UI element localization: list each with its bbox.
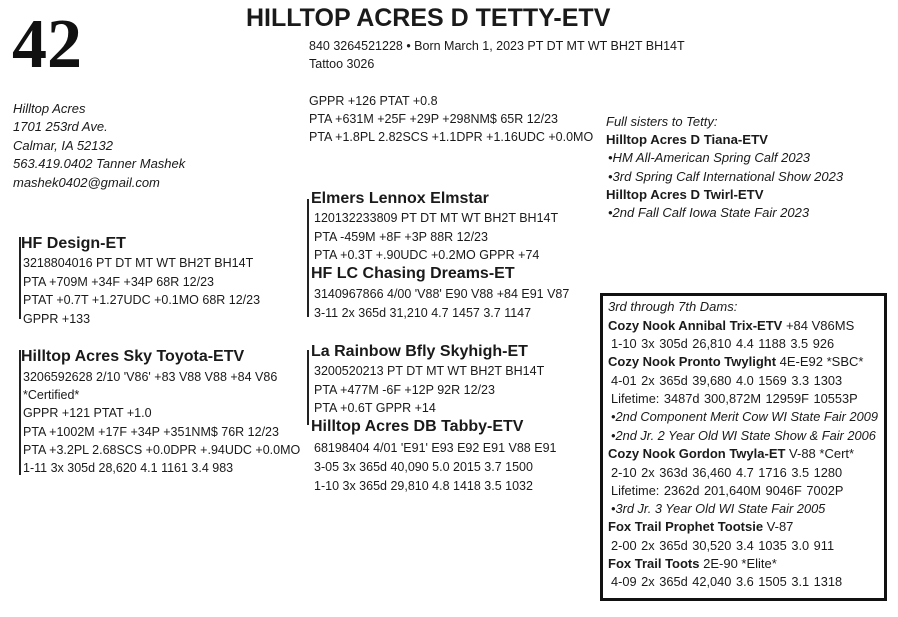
dam-dam-line: 3-05 3x 365d 40,090 5.0 2015 3.7 1500 — [314, 460, 533, 474]
genomics-line-2: PTA +631M +25F +29P +298NM$ 65R 12/23 — [309, 112, 559, 126]
dam-entry-record: 2-10 2x 363d 36,460 4.7 1716 3.5 1280 — [611, 465, 843, 480]
dam-line: PTA +3.2PL 2.68SCS +0.0DPR +.94UDC +0.0MO — [23, 443, 301, 457]
animal-tattoo: Tattoo 3026 — [309, 57, 375, 71]
dam-line: PTA +1002M +17F +34P +351NM$ 76R 12/23 — [23, 425, 279, 439]
dam-entry-name: Fox Trail Toots — [608, 556, 700, 571]
dam-entry — [608, 317, 854, 336]
dam-entry-record: 4-09 2x 365d 42,040 3.6 1505 3.1 1318 — [611, 574, 843, 589]
sire-dam-line: 3140967866 4/00 'V88' E90 V88 +84 E91 V87 — [314, 287, 570, 301]
dam-sire-line: PTA +477M -6F +12P 92R 12/23 — [314, 383, 495, 397]
sire-sire-line: 120132233809 PT DT MT WT BH2T BH14T — [314, 211, 559, 225]
sisters-heading: Full sisters to Tetty: — [606, 114, 718, 129]
dam-line: 1-11 3x 305d 28,620 4.1 1161 3.4 983 — [23, 461, 234, 475]
dam-bracket — [19, 350, 21, 475]
sister-note: •3rd Spring Calf International Show 2023 — [608, 169, 844, 184]
dam-entry-lifetime: Lifetime: 3487d 300,872M 12959F 10553P — [611, 391, 858, 406]
dam-entry-note: •3rd Jr. 3 Year Old WI State Fair 2005 — [611, 501, 826, 516]
sire-dam-line: 3-11 2x 365d 31,210 4.7 1457 3.7 1147 — [314, 306, 532, 320]
dam-entry-classification: 4E-E92 *SBC* — [776, 354, 864, 369]
sister-note: •2nd Fall Calf Iowa State Fair 2023 — [608, 205, 810, 220]
dam-side-bracket — [307, 350, 309, 425]
dam-name: Hilltop Acres Sky Toyota-ETV — [21, 348, 245, 365]
sire-name: HF Design-ET — [21, 235, 126, 252]
sire-side-bracket — [307, 199, 309, 317]
dam-entry-name: Cozy Nook Gordon Twyla-ET — [608, 446, 786, 461]
sister-name: Hilltop Acres D Twirl-ETV — [606, 187, 764, 202]
sister-name: Hilltop Acres D Tiana-ETV — [606, 132, 768, 147]
dam-entry — [608, 555, 777, 574]
animal-id-line: 840 3264521228 • Born March 1, 2023 PT DT MT WT BH2T BH14T — [309, 39, 685, 53]
consignor-street: 1701 253rd Ave. — [13, 119, 108, 134]
dam-entry-name: Cozy Nook Pronto Twylight — [608, 354, 777, 369]
consignor-email: mashek0402@gmail.com — [13, 175, 160, 190]
dam-line: 3206592628 2/10 'V86' +83 V88 V88 +84 V86 — [23, 370, 278, 384]
sire-sire-name: Elmers Lennox Elmstar — [311, 190, 489, 207]
sister-note: •HM All-American Spring Calf 2023 — [608, 150, 811, 165]
dam-sire-line: 3200520213 PT DT MT WT BH2T BH14T — [314, 364, 545, 378]
dam-entry-classification: 2E-90 *Elite* — [699, 556, 777, 571]
sire-line: 3218804016 PT DT MT WT BH2T BH14T — [23, 256, 254, 270]
dam-entry — [608, 445, 854, 464]
dam-entry-name: Cozy Nook Annibal Trix-ETV — [608, 318, 783, 333]
dam-entry-record: 2-00 2x 365d 30,520 3.4 1035 3.0 911 — [611, 538, 835, 553]
dam-entry-lifetime: Lifetime: 2362d 201,640M 9046F 7002P — [611, 483, 844, 498]
dam-entry-classification: V-88 *Cert* — [785, 446, 855, 461]
dam-line: *Certified* — [23, 388, 80, 402]
dams-box-heading: 3rd through 7th Dams: — [608, 299, 738, 314]
dam-sire-line: PTA +0.6T GPPR +14 — [314, 401, 436, 415]
sire-sire-line: PTA -459M +8F +3P 88R 12/23 — [314, 230, 488, 244]
genomics-line-1: GPPR +126 PTAT +0.8 — [309, 94, 438, 108]
genomics-line-3: PTA +1.8PL 2.82SCS +1.1DPR +1.16UDC +0.0MO — [309, 130, 594, 144]
sire-dam-name: HF LC Chasing Dreams-ET — [311, 265, 515, 282]
dam-entry-note: •2nd Component Merit Cow WI State Fair 2009 — [611, 409, 878, 424]
consignor-city: Calmar, IA 52132 — [13, 138, 113, 153]
dam-entry-note: •2nd Jr. 2 Year Old WI State Show & Fair 2006 — [611, 428, 876, 443]
consignor-phone: 563.419.0402 Tanner Mashek — [13, 156, 186, 171]
sire-sire-line: PTA +0.3T +.90UDC +0.2MO GPPR +74 — [314, 248, 540, 262]
animal-name: HILLTOP ACRES D TETTY-ETV — [246, 4, 611, 32]
dam-dam-line: 68198404 4/01 'E91' E93 E92 E91 V88 E91 — [314, 441, 557, 455]
consignor-name: Hilltop Acres — [13, 101, 86, 116]
dam-entry-record: 1-10 3x 305d 26,810 4.4 1188 3.5 926 — [611, 336, 835, 351]
dam-line: GPPR +121 PTAT +1.0 — [23, 406, 152, 420]
dam-entry-record: 4-01 2x 365d 39,680 4.0 1569 3.3 1303 — [611, 373, 843, 388]
dam-entry — [608, 518, 793, 537]
lot-number: 42 — [12, 6, 82, 83]
dam-sire-name: La Rainbow Bfly Skyhigh-ET — [311, 343, 528, 360]
dam-entry-classification: V-87 — [763, 519, 794, 534]
dam-entry — [608, 353, 863, 372]
dam-dam-line: 1-10 3x 365d 29,810 4.8 1418 3.5 1032 — [314, 479, 533, 493]
sire-line: PTA +709M +34F +34P 68R 12/23 — [23, 275, 214, 289]
dam-entry-name: Fox Trail Prophet Tootsie — [608, 519, 764, 534]
dam-entry-classification: +84 V86MS — [782, 318, 855, 333]
sire-line: GPPR +133 — [23, 312, 91, 326]
sire-line: PTAT +0.7T +1.27UDC +0.1MO 68R 12/23 — [23, 293, 261, 307]
dam-dam-name: Hilltop Acres DB Tabby-ETV — [311, 418, 524, 435]
